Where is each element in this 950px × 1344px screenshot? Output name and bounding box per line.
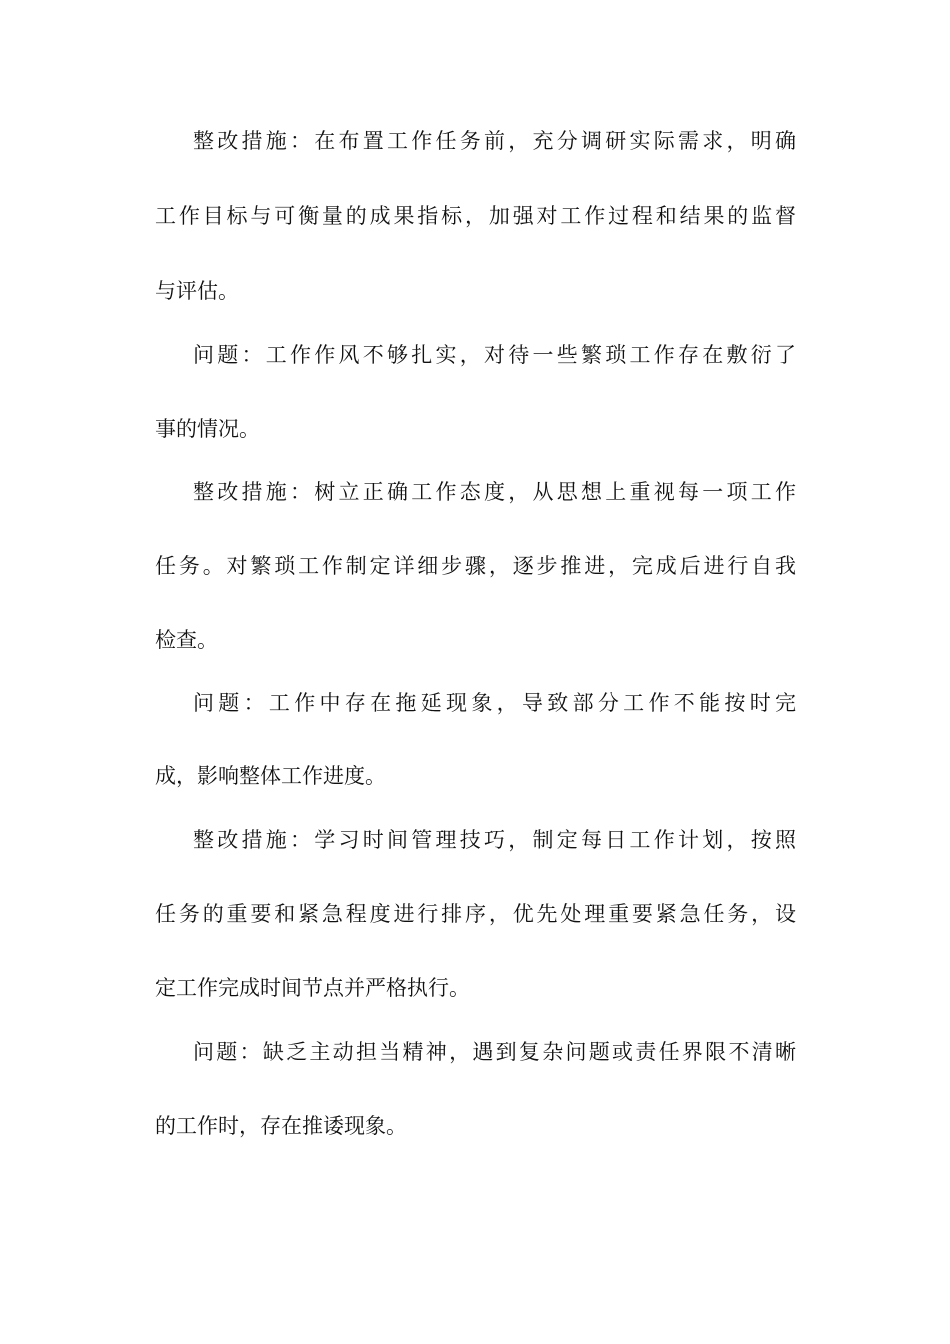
text-line: 问题：工作中存在拖延现象，导致部分工作不能按时完 — [193, 691, 796, 715]
text-line: 问题：缺乏主动担当精神，遇到复杂问题或责任界限不清晰 — [193, 1040, 796, 1064]
text-line: 整改措施：学习时间管理技巧，制定每日工作计划，按照 — [193, 828, 796, 852]
text-line: 定工作完成时间节点并严格执行。 — [155, 976, 470, 1000]
text-line: 的工作时，存在推诿现象。 — [155, 1114, 407, 1138]
text-line: 事的情况。 — [155, 417, 260, 441]
text-line: 整改措施：在布置工作任务前，充分调研实际需求，明确 — [193, 129, 796, 153]
text-line: 与评估。 — [155, 279, 239, 303]
text-line: 任务。对繁琐工作制定详细步骤，逐步推进，完成后进行自我 — [155, 554, 796, 578]
text-line: 任务的重要和紧急程度进行排序，优先处理重要紧急任务，设 — [155, 902, 796, 926]
text-line: 整改措施：树立正确工作态度，从思想上重视每一项工作 — [193, 480, 796, 504]
text-line: 检查。 — [155, 628, 218, 652]
text-line: 工作目标与可衡量的成果指标，加强对工作过程和结果的监督 — [155, 204, 796, 228]
text-line: 成，影响整体工作进度。 — [155, 764, 386, 788]
text-line: 问题：工作作风不够扎实，对待一些繁琐工作存在敷衍了 — [193, 343, 796, 367]
